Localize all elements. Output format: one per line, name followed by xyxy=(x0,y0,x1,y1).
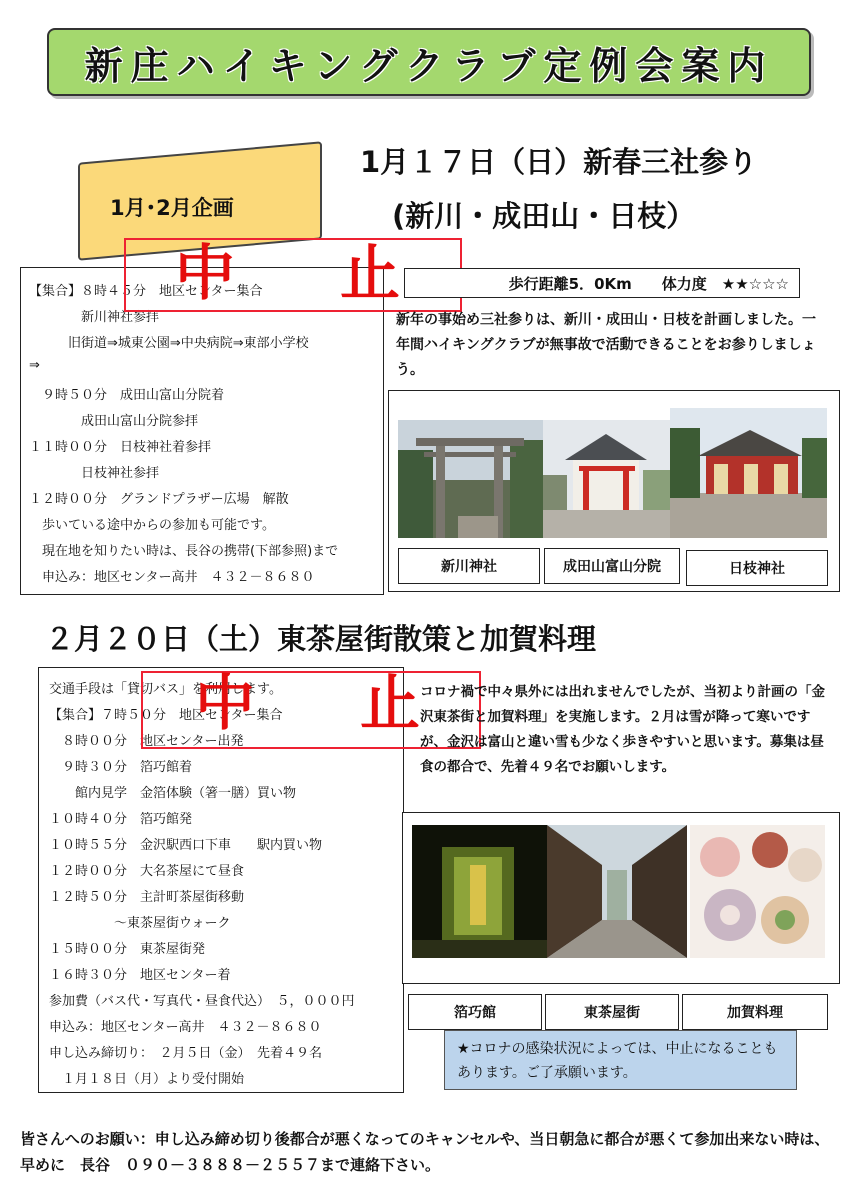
naritasan-temple-photo xyxy=(543,420,670,538)
caption-kaga-cuisine: 加賀料理 xyxy=(682,994,828,1030)
event1-description: 新年の事始め三社参りは、新川・成田山・日枝を計画しました。一年間ハイキングクラブが無事故で活動できることをお参りしましょう。 xyxy=(396,312,816,378)
footer-request: 皆さんへのお願い：申し込み締め切り後都合が悪くなってのキャンセルや、当日朝急に都合が悪くて参加出来ない時は、早めに 長谷 ０９０－３８８８－２５５７まで連絡下さい。 xyxy=(20,1130,830,1174)
hakkokan-photo xyxy=(412,825,547,958)
plan-flag-label: 1月･2月企画 xyxy=(110,196,234,220)
schedule-line: 交通手段は「貸切バス」を利用します。 xyxy=(49,682,282,697)
cancel-stamp-right: 止 xyxy=(360,669,420,739)
event1-subtitle: (新川・成田山・日枝） xyxy=(392,199,696,233)
schedule-line: ９時５０分 成田山富山分院着 xyxy=(29,388,225,403)
schedule-line: 歩いている途中からの参加も可能です。 xyxy=(29,518,275,533)
schedule-line: 館内見学 金箔体験（箸一膳）買い物 xyxy=(49,786,297,801)
cancel-stamp-left: 中 xyxy=(175,239,235,309)
cancel-stamp-left: 中 xyxy=(195,669,255,739)
schedule-line: 成田山富山分院参拝 xyxy=(29,414,199,429)
schedule-line: 新川神社参拝 xyxy=(29,310,160,325)
hie-shrine-photo xyxy=(670,408,827,538)
kaga-cuisine-photo xyxy=(690,825,825,958)
schedule-line: 日枝神社参拝 xyxy=(29,466,160,481)
covid-note: ★コロナの感染状況によっては、中止になることもあります。ご了承願います。 xyxy=(444,1030,797,1090)
schedule-line: １２時００分 グランドプラザー広場 解散 xyxy=(29,492,289,507)
schedule-line: ９時３０分 箔巧館着 xyxy=(49,760,193,775)
page-title: 新庄ハイキングクラブ定例会案内 xyxy=(47,28,811,96)
caption-shinkawa: 新川神社 xyxy=(398,548,540,584)
event2-title: ２月２０日（土）東茶屋街散策と加賀料理 xyxy=(45,622,597,656)
caption-higashi-chaya: 東茶屋街 xyxy=(545,994,679,1030)
schedule-line: 申込み：地区センター高井 ４３２－８６８０ xyxy=(29,570,315,585)
schedule-line: ～東茶屋街ウォーク xyxy=(49,916,231,931)
schedule-line: 現在地を知りたい時は、長谷の携帯(下部参照)まで xyxy=(29,544,339,559)
cancel-stamp-right: 止 xyxy=(340,239,400,309)
event1-schedule-box xyxy=(20,267,384,595)
schedule-line: １１時００分 日枝神社着参拝 xyxy=(29,440,212,455)
caption-hie: 日枝神社 xyxy=(686,550,828,586)
schedule-line: 【集合】８時４５分 地区センター集合 xyxy=(29,284,263,299)
schedule-line: 申込み：地区センター高井 ４３２－８６８０ xyxy=(49,1020,322,1035)
higashi-chaya-photo xyxy=(547,825,687,958)
schedule-line: 【集合】７時５０分 地区センター集合 xyxy=(49,708,283,723)
schedule-line: ⇒ xyxy=(29,358,40,373)
shinkawa-shrine-photo xyxy=(398,420,543,538)
schedule-line: ８時００分 地区センター出発 xyxy=(49,734,244,749)
schedule-line: １５時００分 東茶屋街発 xyxy=(49,942,206,957)
schedule-line: 申し込み締切り： ２月５日（金） 先着４９名 xyxy=(49,1046,323,1061)
event2-description: コロナ禍で中々県外には出れませんでしたが、当初より計画の「金沢東茶街と加賀料理」を実施します。２月は雪が降って寒いですが、金沢は富山と違い雪も少なく歩きやすいと思います。募集は昼食の都合で、先着４９名でお願いします。 xyxy=(420,684,825,775)
schedule-line: １０時５５分 金沢駅西口下車 駅内買い物 xyxy=(49,838,323,853)
schedule-line: １月１８日（月）より受付開始 xyxy=(49,1072,245,1087)
event1-title: 1月１７日（日）新春三社参り xyxy=(360,145,758,179)
schedule-line: １２時００分 大名茶屋にて昼食 xyxy=(49,864,245,879)
schedule-line: 旧街道⇒城東公園⇒中央病院⇒東部小学校 xyxy=(29,336,309,351)
caption-naritasan: 成田山富山分院 xyxy=(544,548,680,584)
schedule-line: 参加費（バス代・写真代・昼食代込） ５，０００円 xyxy=(49,994,355,1009)
caption-hakkokan: 箔巧館 xyxy=(408,994,542,1030)
schedule-line: １０時４０分 箔巧館発 xyxy=(49,812,193,827)
schedule-line: １２時５０分 主計町茶屋街移動 xyxy=(49,890,245,905)
distance-info: 歩行距離5．0Km 体力度 ★★☆☆☆ xyxy=(404,268,800,298)
schedule-line: １６時３０分 地区センター着 xyxy=(49,968,231,983)
